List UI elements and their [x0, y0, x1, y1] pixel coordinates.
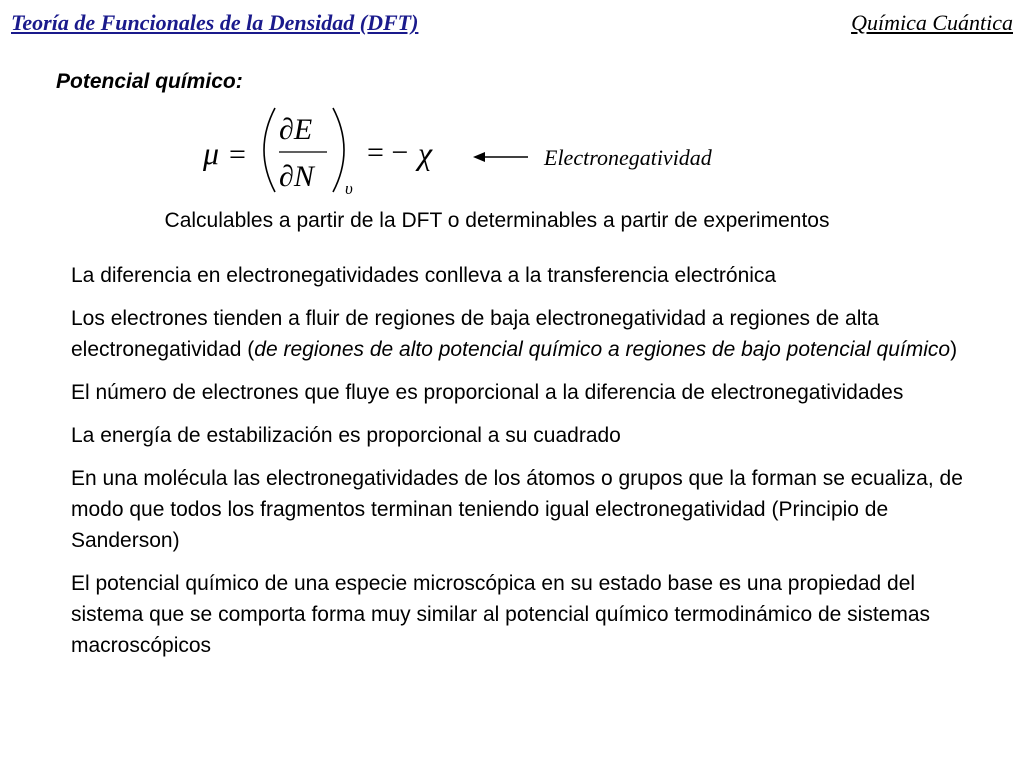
bullet-text: ): [950, 338, 958, 361]
formula-equals-1: =: [229, 138, 246, 171]
formula-denominator: ∂N: [279, 160, 314, 193]
right-paren: [333, 108, 344, 192]
formula-numerator: ∂E: [279, 113, 313, 146]
formula-chi: χ: [418, 135, 433, 171]
calculable-note: Calculables a partir de la DFT o determinables a partir de experimentos: [164, 209, 830, 232]
arrow-left-icon: [473, 152, 485, 162]
left-paren: [264, 108, 275, 192]
bullet-paragraph: La energía de estabilización es proporcional a su cuadrado: [71, 424, 621, 447]
bullet-italic-text: de regiones de alto potencial químico a regiones de bajo potencial químico: [254, 338, 951, 361]
bullet-list: [71, 260, 971, 673]
chemical-potential-formula: [195, 100, 755, 200]
section-title: Potencial químico:: [56, 70, 243, 93]
bullet-paragraph: El potencial químico de una especie microscópica en su estado base es una propiedad del sistema que se comporta forma muy similar al potencial químico termodinámico de sistemas macroscópicos: [71, 572, 931, 657]
formula-mu: μ: [203, 135, 220, 171]
bullet-paragraph: En una molécula las electronegatividades de los átomos o grupos que la forman se ecualiza, de modo que todos los fragmentos terminan teniendo igual electronegatividad (Principio de Sanderson): [71, 467, 963, 552]
course-title: Química Cuántica: [851, 10, 1013, 35]
bullet-paragraph: El número de electrones que fluye es proporcional a la diferencia de electronegatividades: [71, 381, 904, 404]
bullet-text: Los electrones tienden a fluir de regiones de baja electronegatividad a regiones de alta electronegatividad (: [71, 307, 879, 361]
presentation-title: Teoría de Funcionales de la Densidad (DFT): [11, 10, 419, 35]
electronegativity-label: Electronegatividad: [544, 145, 712, 170]
formula-equals-minus: = −: [367, 136, 409, 169]
bullet-paragraph: La diferencia en electronegatividades conlleva a la transferencia electrónica: [71, 264, 777, 287]
bullet-paragraph: [71, 303, 971, 365]
formula-subscript: υ: [345, 179, 353, 198]
